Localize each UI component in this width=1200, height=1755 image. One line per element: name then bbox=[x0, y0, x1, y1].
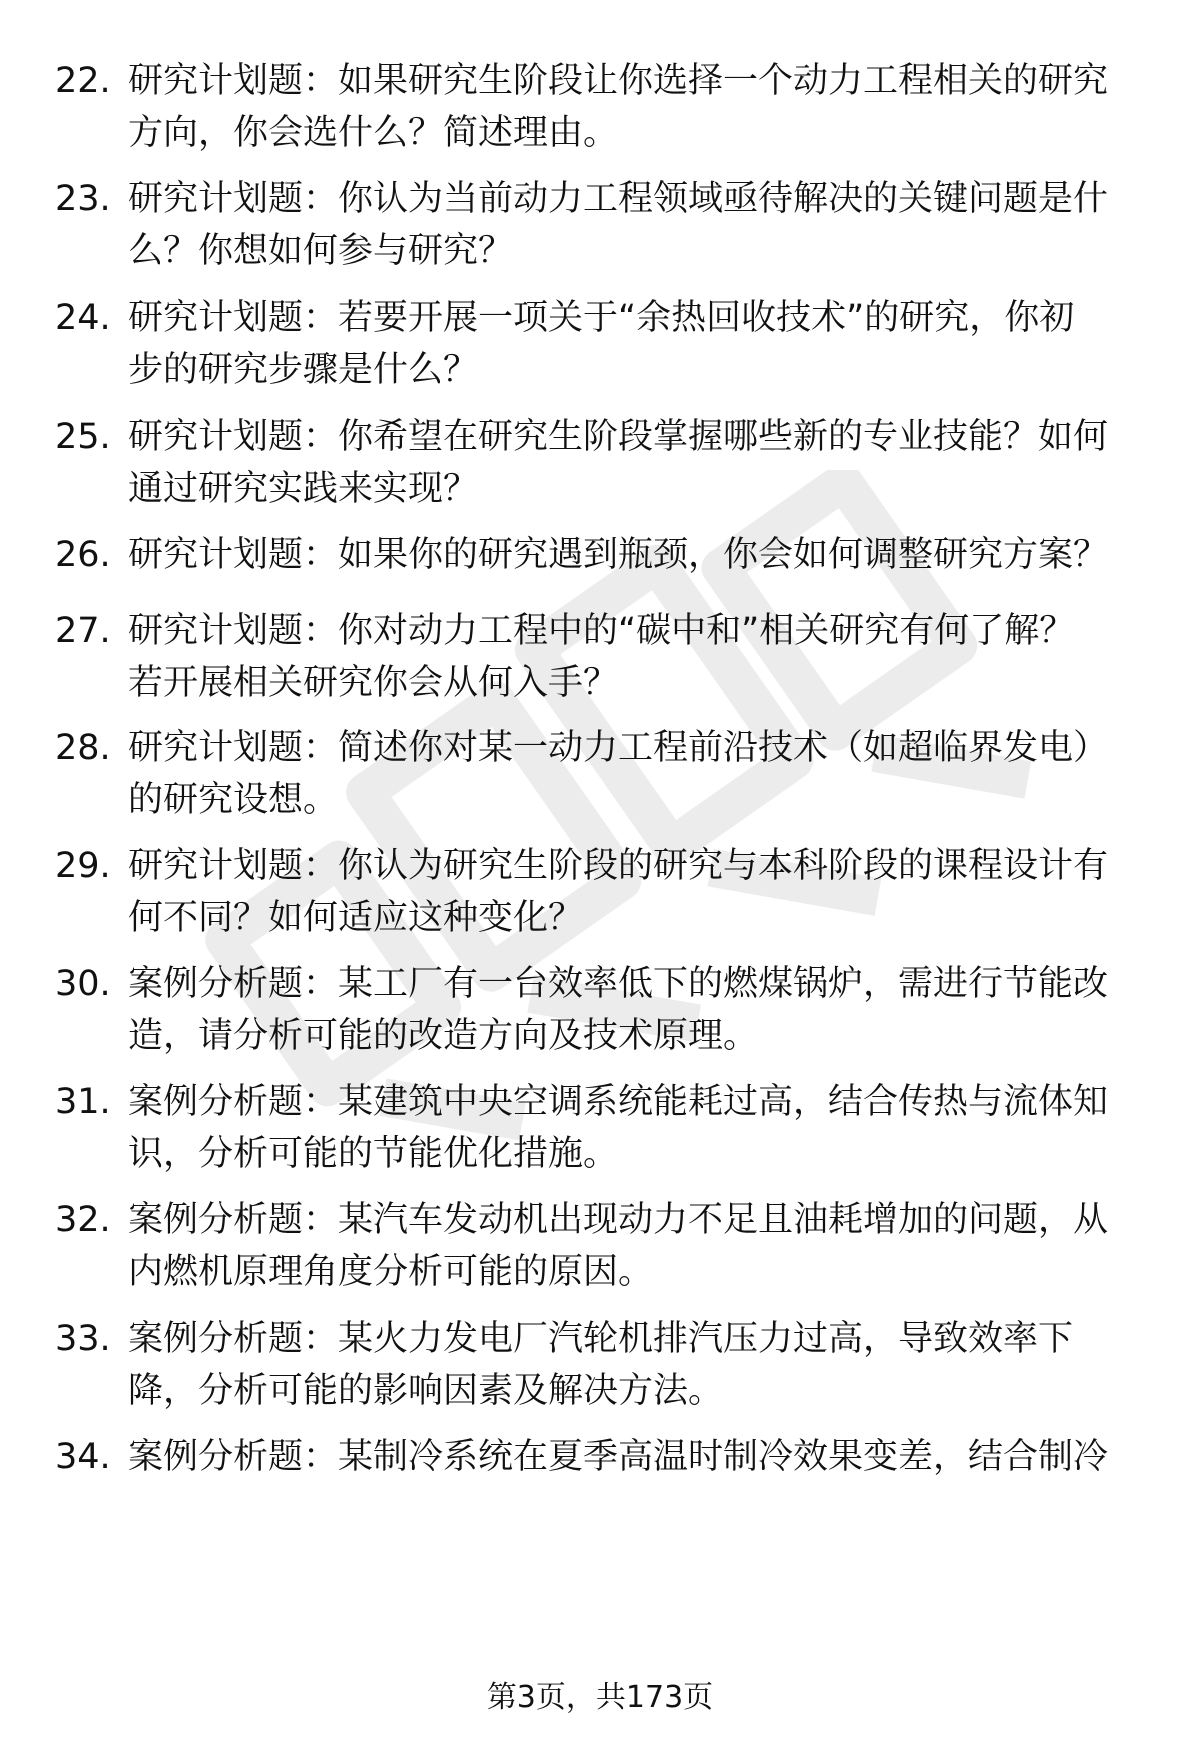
question-number: 29. bbox=[55, 846, 111, 886]
question-text bbox=[128, 840, 1148, 944]
question-line: 研究计划题：若要开展一项关于“余热回收技术”的研究，你初 bbox=[128, 298, 1075, 338]
question-line: 案例分析题：某建筑中央空调系统能耗过高，结合传热与流体知 bbox=[128, 1082, 1109, 1122]
question-text bbox=[128, 605, 1148, 709]
question-line: 造，请分析可能的改造方向及技术原理。 bbox=[128, 1016, 759, 1056]
question-item bbox=[0, 1076, 1200, 1196]
question-text bbox=[128, 958, 1148, 1062]
question-line: 研究计划题：简述你对某一动力工程前沿技术（如超临界发电） bbox=[128, 728, 1109, 768]
question-number: 24. bbox=[55, 298, 111, 338]
question-line: 研究计划题：你对动力工程中的“碳中和”相关研究有何了解？ bbox=[128, 611, 1075, 651]
question-item bbox=[0, 958, 1200, 1078]
question-text bbox=[128, 55, 1148, 159]
question-number: 22. bbox=[55, 61, 111, 101]
question-number: 23. bbox=[55, 179, 111, 219]
question-item bbox=[0, 55, 1200, 175]
question-item bbox=[0, 605, 1200, 725]
question-item bbox=[0, 840, 1200, 960]
question-line: 降，分析可能的影响因素及解决方法。 bbox=[128, 1371, 724, 1411]
question-text bbox=[128, 411, 1148, 515]
question-line: 么？你想如何参与研究？ bbox=[128, 231, 514, 271]
question-text bbox=[128, 292, 1148, 396]
question-number: 32. bbox=[55, 1200, 111, 1240]
question-number: 30. bbox=[55, 964, 111, 1004]
question-line: 研究计划题：如果你的研究遇到瓶颈，你会如何调整研究方案？ bbox=[128, 535, 1109, 575]
question-line: 内燃机原理角度分析可能的原因。 bbox=[128, 1252, 654, 1292]
question-text bbox=[128, 529, 1148, 581]
page-footer bbox=[0, 1676, 1200, 1720]
question-line: 识，分析可能的节能优化措施。 bbox=[128, 1134, 619, 1174]
question-item bbox=[0, 411, 1200, 531]
question-item bbox=[0, 292, 1200, 412]
question-number: 28. bbox=[55, 728, 111, 768]
question-line: 步的研究步骤是什么？ bbox=[128, 350, 479, 390]
question-item bbox=[0, 173, 1200, 293]
question-text bbox=[128, 173, 1148, 277]
question-text bbox=[128, 1431, 1148, 1483]
page-number-label: 第3页，共173页 bbox=[486, 1680, 714, 1715]
question-line: 案例分析题：某工厂有一台效率低下的燃煤锅炉，需进行节能改 bbox=[128, 964, 1109, 1004]
question-line: 研究计划题：如果研究生阶段让你选择一个动力工程相关的研究 bbox=[128, 61, 1109, 101]
question-item bbox=[0, 1194, 1200, 1314]
question-line: 案例分析题：某汽车发动机出现动力不足且油耗增加的问题，从 bbox=[128, 1200, 1109, 1240]
question-number: 34. bbox=[55, 1437, 111, 1477]
question-number: 33. bbox=[55, 1319, 111, 1359]
question-line: 案例分析题：某制冷系统在夏季高温时制冷效果变差，结合制冷 bbox=[128, 1437, 1109, 1477]
question-number: 27. bbox=[55, 611, 111, 651]
question-number: 31. bbox=[55, 1082, 111, 1122]
question-line: 研究计划题：你认为当前动力工程领域亟待解决的关键问题是什 bbox=[128, 179, 1109, 219]
question-number: 26. bbox=[55, 535, 111, 575]
question-text bbox=[128, 1194, 1148, 1298]
question-line: 通过研究实践来实现？ bbox=[128, 469, 479, 509]
question-line: 研究计划题：你认为研究生阶段的研究与本科阶段的课程设计有 bbox=[128, 846, 1109, 886]
question-text bbox=[128, 1313, 1148, 1417]
question-item bbox=[0, 722, 1200, 842]
question-line: 的研究设想。 bbox=[128, 780, 339, 820]
question-number: 25. bbox=[55, 417, 111, 457]
question-line: 研究计划题：你希望在研究生阶段掌握哪些新的专业技能？如何 bbox=[128, 417, 1109, 457]
question-line: 方向，你会选什么？简述理由。 bbox=[128, 113, 619, 153]
question-text bbox=[128, 1076, 1148, 1180]
question-item bbox=[0, 1431, 1200, 1551]
question-line: 何不同？如何适应这种变化？ bbox=[128, 898, 584, 938]
question-line: 若开展相关研究你会从何入手？ bbox=[128, 663, 619, 703]
question-item bbox=[0, 1313, 1200, 1433]
question-text bbox=[128, 722, 1148, 826]
question-line: 案例分析题：某火力发电厂汽轮机排汽压力过高，导致效率下 bbox=[128, 1319, 1074, 1359]
